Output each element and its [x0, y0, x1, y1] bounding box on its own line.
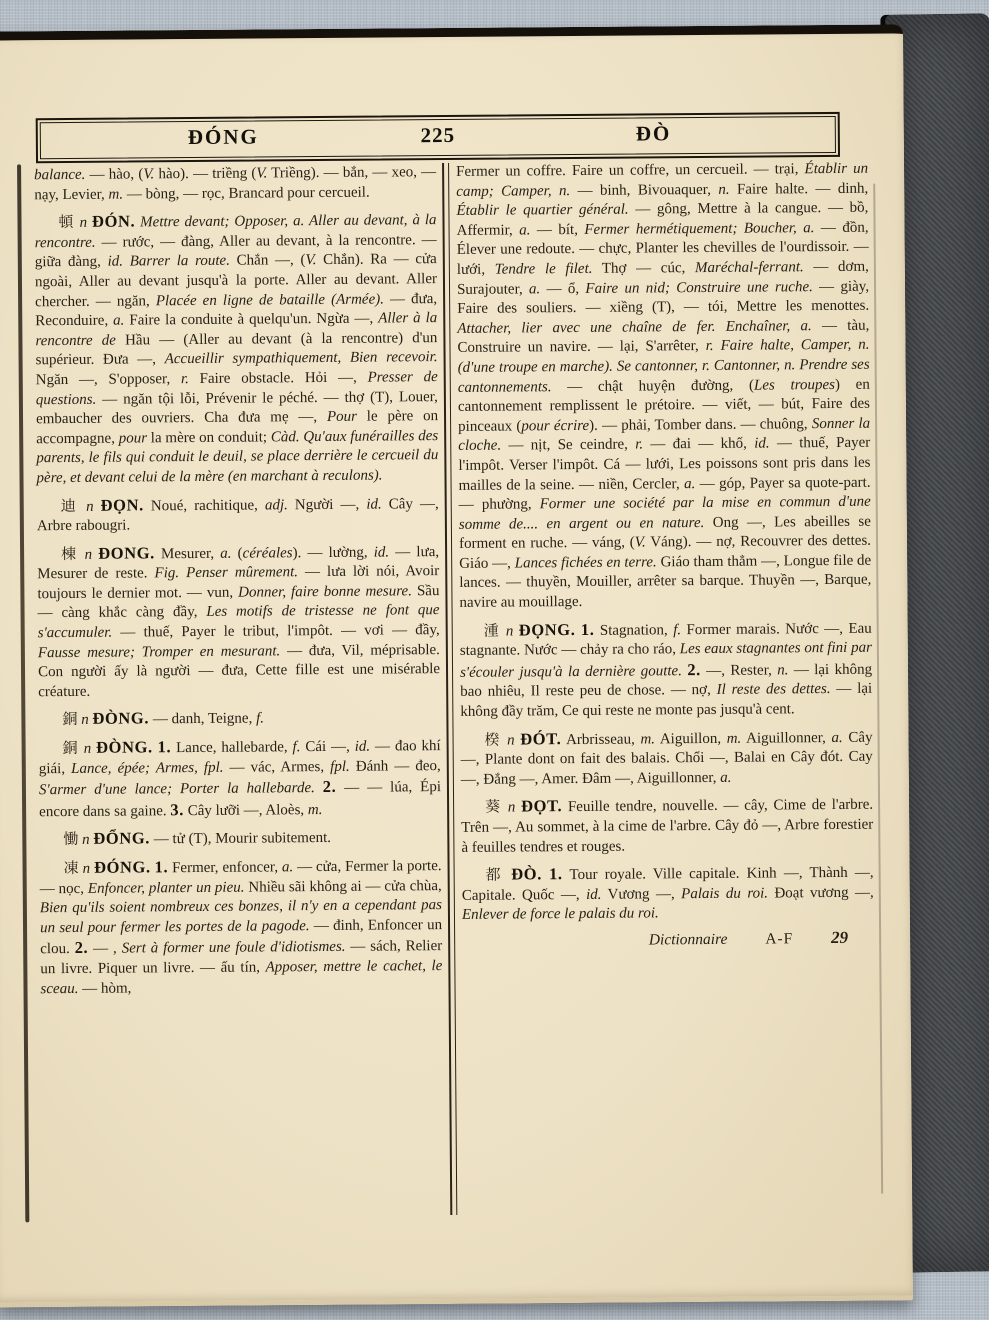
signature-line [462, 928, 874, 952]
entry-dong-mourir: 慟 n ĐỔNG. — tử (T), Mourir subitement. [63, 828, 332, 849]
signature-title: Dictionnaire [648, 930, 728, 949]
entry-dong-teigne: 銅 n ĐÒNG. — danh, Teigne, f. [62, 708, 265, 729]
entry-don: 頓 n ĐÓN. Mettre devant; Opposer, a. Aller au devant, à la rencontre. — rước, — đàng, Aller au devant, à la rencontre. — giữa đàng, id. Barrer la route. Chắn —, (V. Chắn). Ra — cửa ngoài, Aller au devant jusqu'à la porte. Aller au devant. Aller chercher. — ngăn, Placée en ligne de bataille (Armée). — đưa, Reconduire, a. Faire la conduite à quelqu'un. Ngừa —, Aller à la rencontre de Hầu — (Aller au devant (à la rencontre) d'un supérieur. Đưa —, Accueillir sympathiquement, Bien recevoir. Ngăn —, S'opposer, r. Faire obstacle. Hỏi —, Presser de questions. — ngăn tội lỗi, Prévenir le péché. — thợ (T), Louer, embaucher des ouvriers. Cha đưa mẹ —, Pour le père on accompagne, pour la mère on conduit; Càd. Qu'aux funérailles des parents, le fils qui conduit le deuil, se place derrière le cercueil du père, et devant celui de la mère (en marchant à reculons). [34, 211, 439, 487]
entry-dot-feuille: 葵 n ĐỌT. Feuille tendre, nouvelle. — cây, Cime de l'arbre. Trên —, Au sommet, à la cime de l'arbre. Cây đỏ —, Arbre forestier à feuilles tendres et rouges. [461, 796, 874, 856]
guide-word-left: ĐÓNG [187, 124, 259, 150]
entry-do-tour-royale: 都 ĐÒ. 1. Tour royale. Ville capitale. Kinh —, Thành —, Capitale. Quốc —, id. Vương —, Palais du roi. Đoạt vương —, Enlever de force le palais du roi. [461, 864, 874, 924]
entry-don-noue: 迪 n ĐỌN. Noué, rachitique, adj. Người —, id. Cây —, Arbre rabougri. [36, 494, 439, 535]
right-margin-line [873, 184, 883, 1194]
entry-dong-stagnation: 湩 n ĐỌNG. 1. Stagnation, f. Former marais. Nước —, Eau stagnante. Nước — chảy ra cho ráo, Les eaux stagnantes ont fini par s'écouler jusqu'à la dernière goutte. 2. —, Rester, n. — lại không bao nhiêu, Il reste peu de chose. — nợ, Il reste des dettes. — lại không đầy trăm, Ce qui reste ne monte pas jusqu'à cent. [459, 619, 873, 720]
entry-dot-arbrisseau: 楑 n ĐÓT. Arbrisseau, m. Aiguillon, m. Aiguillonner, a. Cây —, Plante dont on fait des balais. Chổi —, Balai en Cây đót. Cay —, Đắng —, Amer. Đâm —, Aiguillonner, a. [460, 728, 873, 788]
entry-dong-fermer-continuation: Fermer un coffre. Faire un coffre, un cercueil. — trại, Établir un camp; Camper, n. — binh, Bivouaquer, n. Faire halte. — dinh, Établir le quartier général. — gông, Mettre à la cangue. — bồ, Affermir, a. — bít, Fermer hermétiquement; Boucher, a. — đồn, Élever une redoute. — chực, Planter les chevilles de l'ourdissoir. — lưới, Tendre le filet. Thợ — cúc, Maréchal-ferrant. — dơm, Surajouter, a. — ổ, Faire un nid; Construire une ruche. — giày, Faire des souliers. — xiềng (T), — tói, Mettre les menottes. Attacher, lier avec une chaîne de fer. Enchaîner, a. — tàu, Construire un navire. — lại, S'arrêter, r. Faire halte, Camper, n. (d'une troupe en marche). Se cantonner, r. Cantonner, n. Prendre ses cantonnements. — chật huyện đường, (Les troupes) en cantonnement remplissent le prétoire. — viết, — bút, Faire des pinceaux (pour écrire). — phải, Tomber dans. — chuông, Sonner la cloche. — nịt, Se ceindre, r. — đai — khố, id. — thuế, Payer l'impôt. Verser l'impôt. Cá — lưới, Les poissons sont pris dans les mailles de la seine. — niền, Cercler, a. — góp, Payer sa quote-part. — phường, Former une société par la mise en commun d'une somme de.... en argent ou en nature. Ong —, Les abeilles se forment en ruche. — váng, (V. Váng). — nợ, Recouvrer des dettes. Giáo —, Lances fichées en terre. Giáo tham thẳm —, Longue file de lances. — thuyền, Mouiller, arrêter sa barque. Thuyền —, Barque, navire au mouillage. [456, 160, 872, 611]
entry-dong-mesurer: 棟 n ĐONG. Mesurer, a. (céréales). — lường, id. — lưa, Mesurer de reste. Fig. Penser mûrement. — lưa lời nói, Avoir toujours le dernier mot. — vun, Donner, faire bonne mesure. Sầu — càng khắc càng đầy, Les motifs de tristesse ne font que s'accumuler. — thuế, Payer le tribut, l'impôt. — vơi — đầy, Fausse mesure; Tromper en mesurant. — đưa, Vil, méprisable. Con người ấy là người — đưa, Cette fille est une misérable créature. [37, 543, 441, 701]
entry-dong-fermer: 凍 n ĐÓNG. 1. Fermer, enfoncer, a. — cửa, Fermer la porte. — nọc, Enfoncer, planter un pieu. Nhiều sãi không ai — cửa chùa, Bien qu'ils soient nombreux ces bonzes, il n'y en a cependant pas un seul pour fermer les portes de la pagode. — đinh, Enfoncer un clou. 2. — , Sert à former une foule d'idiotismes. — sách, Relier un livre. Piquer un livre. — ấu tín, Apposer, mettre le cachet, le sceau. — hòm, [39, 857, 443, 997]
signature-volume: A-F [765, 930, 794, 948]
column-right [456, 160, 874, 952]
guide-word-right: ĐÒ [635, 121, 672, 146]
signature-number: 29 [831, 927, 849, 947]
entry-dong-continuation: balance. — hào, (V. hào). — triềng (V. Triềng). — bắn, — xeo, — nạy, Levier, m. — bòng, — rọc, Brancard pour cercueil. [34, 164, 437, 203]
gutter-shadow-line [17, 164, 29, 1222]
entry-dong-lance: 銅 n ĐÒNG. 1. Lance, hallebarde, f. Cái —, id. — đao khí giái, Lance, épée; Armes, fpl. — vác, Armes, fpl. Đánh — đeo, S'armer d'une lance; Porter la hallebarde. 2. — — lúa, Épi encore dans sa gaine. 3. Cây lưỡi —, Aloès, m. [38, 737, 442, 821]
dictionary-page [0, 24, 913, 1307]
column-divider-rule [442, 163, 457, 1215]
page-number: 225 [420, 122, 456, 148]
column-left [34, 163, 443, 999]
running-head-box [36, 112, 840, 163]
